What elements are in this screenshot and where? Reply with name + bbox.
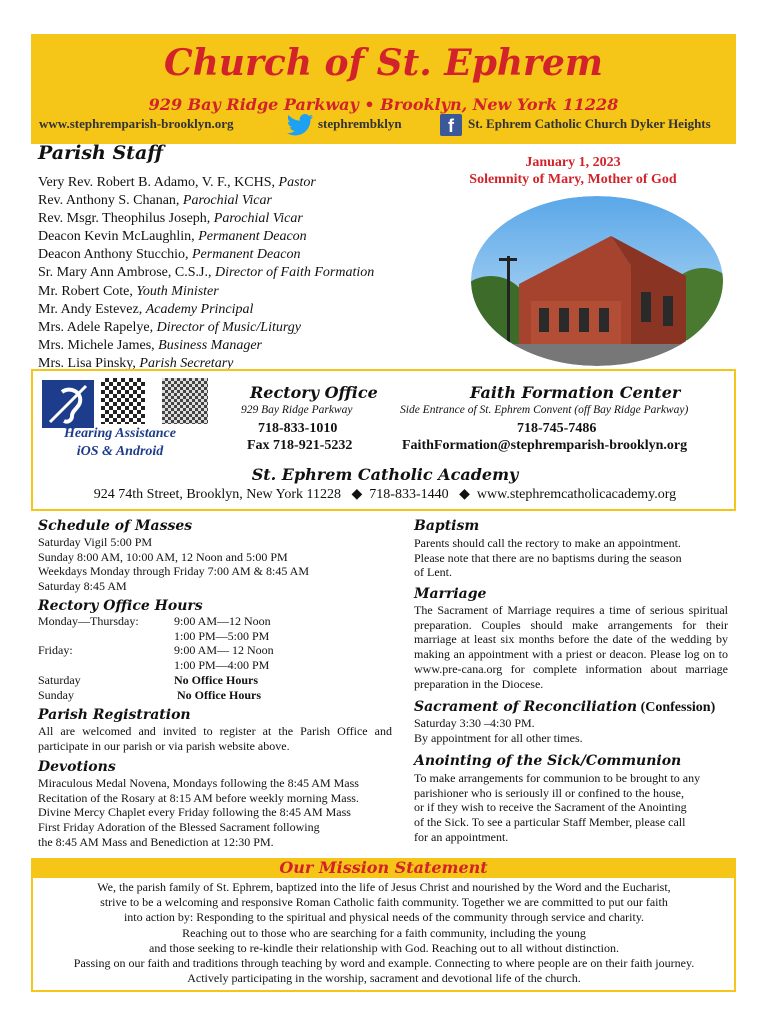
staff-role: Permanent Deacon: [198, 229, 307, 245]
mass-line: Saturday Vigil 5:00 PM: [38, 535, 153, 549]
devotions-list: [38, 776, 398, 850]
staff-name: Very Rev. Robert B. Adamo, V. F., KCHS,: [38, 175, 279, 190]
faith-formation-email[interactable]: FaithFormation@stephremparish-brooklyn.org: [402, 438, 688, 453]
header-banner: [31, 34, 736, 144]
anointing-line: parishioner who is seriously ill or confined to the house,: [414, 785, 684, 800]
date-block: [440, 154, 706, 188]
hearing-assistance-icon: [42, 380, 94, 428]
academy-info: 924 74th Street, Brooklyn, New York 11228 ◆ 718-833-1440 ◆ www.stephremcatholicacademy.org: [93, 487, 677, 502]
rectory-fax: Fax 718-921-5232: [247, 438, 353, 453]
qr-code-ios[interactable]: [101, 378, 145, 424]
staff-member: [38, 319, 374, 337]
hours-row: [38, 643, 274, 658]
rectory-office-heading: Rectory Office: [250, 383, 378, 402]
baptism-line: Parents should call the rectory to make an appointment.: [414, 536, 681, 550]
staff-role: Director of Faith Formation: [214, 265, 375, 281]
staff-role: Parochial Vicar: [213, 211, 303, 227]
qr-code-android[interactable]: [162, 378, 208, 424]
staff-name: Rev. Anthony S. Chanan,: [38, 193, 183, 209]
staff-role: Director of Music/Liturgy: [156, 319, 301, 335]
marriage-text: The Sacrament of Marriage requires a time of serious spiritual preparation. Couples should make arrangements for their marriage at least six months before the date of the wedding by making an appointment with a priest or deacon. Please log on to www.pre-cana.org for complete information about marriage preparation in the Diocese.: [414, 603, 728, 691]
hearing-line1: Hearing Assistance: [64, 426, 176, 441]
staff-member: [38, 174, 374, 192]
hours-row: [38, 629, 274, 644]
hours-time: 1:00 PM—5:00 PM: [174, 628, 270, 643]
anointing-line: of the Sick. To see a particular Staff Member, please call: [414, 815, 686, 830]
anointing-line: To make arrangements for communion to be brought to any: [414, 771, 701, 785]
devotion-line: Recitation of the Rosary at 8:15 AM before weekly morning Mass.: [38, 790, 359, 805]
faith-formation-phone[interactable]: 718-745-7486: [517, 421, 597, 436]
masses-heading: Schedule of Masses: [38, 518, 193, 534]
mission-text: [40, 880, 728, 986]
mass-line: Saturday 8:45 AM: [38, 579, 127, 594]
hours-time: 9:00 AM—12 Noon: [174, 614, 271, 628]
hours-day: Friday:: [38, 643, 73, 658]
staff-member: [38, 283, 374, 301]
staff-name: Mrs. Lisa Pinsky,: [38, 355, 140, 371]
anointing-line: for an appointment.: [414, 829, 509, 844]
staff-name: Mr. Andy Estevez,: [38, 301, 146, 317]
hours-day: [38, 629, 174, 644]
baptism-line: Please note that there are no baptisms during the season: [414, 550, 682, 565]
hearing-assistance-label: [50, 425, 190, 461]
church-address: 929 Bay Ridge Parkway • Brooklyn, New York 11228: [148, 95, 619, 114]
devotion-line: First Friday Adoration of the Blessed Sacrament following: [38, 820, 320, 835]
date-line: January 1, 2023: [525, 155, 621, 170]
staff-name: Deacon Kevin McLaughlin,: [38, 229, 199, 245]
reconciliation-suffix: (Confession): [637, 700, 716, 715]
office-hours-table: [38, 614, 274, 702]
baptism-text: [414, 536, 730, 580]
hours-time: 1:00 PM—4:00 PM: [174, 658, 270, 673]
mission-line: strive to be a welcoming and responsive Roman Catholic faith community. Together we are committed to put our faith: [100, 895, 668, 910]
anointing-line: or if they wish to receive the Sacrament of the Anointing: [414, 800, 687, 815]
staff-name: Deacon Anthony Stucchio,: [38, 247, 192, 263]
registration-heading: Parish Registration: [38, 707, 191, 723]
anointing-heading: Anointing of the Sick/Communion: [414, 753, 682, 769]
academy-heading: St. Ephrem Catholic Academy: [251, 465, 519, 484]
facebook-page[interactable]: St. Ephrem Catholic Church Dyker Heights: [468, 116, 711, 131]
staff-list: [38, 174, 374, 373]
parish-staff-heading: Parish Staff: [38, 142, 163, 164]
mission-banner: [31, 858, 736, 878]
mission-heading: Our Mission Statement: [279, 858, 488, 877]
website-link[interactable]: www.stephremparish-brooklyn.org: [39, 116, 234, 131]
staff-role: Parochial Vicar: [182, 193, 272, 209]
academy-website[interactable]: www.stephremcatholicacademy.org: [476, 487, 677, 502]
church-photo: [471, 196, 723, 366]
reconciliation-title: Sacrament of Reconciliation: [414, 699, 638, 715]
baptism-heading: Baptism: [414, 518, 480, 534]
mass-line: Sunday 8:00 AM, 10:00 AM, 12 Noon and 5:00 PM: [38, 549, 288, 564]
rectory-phone[interactable]: 718-833-1010: [258, 421, 338, 436]
twitter-icon[interactable]: [286, 114, 314, 136]
staff-role: Youth Minister: [136, 283, 219, 299]
facebook-icon[interactable]: f: [440, 114, 462, 136]
staff-name: Mr. Robert Cote,: [38, 283, 137, 299]
twitter-handle[interactable]: stephrembklyn: [318, 116, 402, 131]
registration-text: All are welcomed and invited to register at the Parish Office and participate in our parish or via parish website above.: [38, 724, 392, 753]
hours-time: No Office Hours: [174, 672, 258, 687]
staff-role: Academy Principal: [145, 301, 254, 317]
academy-phone[interactable]: 718-833-1440: [369, 487, 449, 502]
hours-row: [38, 673, 274, 688]
hours-row: [38, 688, 274, 703]
staff-member: [38, 301, 374, 319]
church-title: Church of St. Ephrem: [163, 42, 604, 84]
staff-name: Sr. Mary Ann Ambrose, C.S.J.,: [38, 265, 215, 281]
reconciliation-text: [414, 716, 730, 745]
hours-time: No Office Hours: [177, 687, 261, 702]
mission-line: Passing on our faith and traditions through teaching by word and example. Connecting to where people are on their faith journey.: [73, 956, 695, 971]
devotions-heading: Devotions: [38, 759, 116, 775]
devotion-line: the 8:45 AM Mass and Benediction at 12:30 PM.: [38, 834, 274, 849]
hours-row: [38, 614, 274, 629]
mass-line: Weekdays Monday through Friday 7:00 AM & 8:45 AM: [38, 564, 310, 579]
reconciliation-heading: [414, 698, 715, 716]
staff-name: Mrs. Michele James,: [38, 337, 159, 353]
staff-member: [38, 264, 374, 282]
staff-role: Pastor: [278, 175, 316, 190]
reconciliation-line: By appointment for all other times.: [414, 730, 583, 745]
rectory-address: 929 Bay Ridge Parkway: [241, 404, 353, 416]
office-hours-heading: Rectory Office Hours: [38, 598, 203, 614]
devotion-line: Miraculous Medal Novena, Mondays following the 8:45 AM Mass: [38, 776, 359, 790]
anointing-text: [414, 771, 732, 845]
mission-line: We, the parish family of St. Ephrem, baptized into the life of Jesus Christ and nourished by the Word and the Eucharist,: [97, 880, 671, 894]
hours-day: Monday—Thursday:: [38, 614, 139, 628]
mission-line: Reaching out to those who are searching for a faith community, including the young: [182, 925, 586, 940]
hours-day: Sunday: [38, 687, 74, 702]
staff-name: Mrs. Adele Rapelye,: [38, 319, 157, 335]
staff-member: [38, 210, 374, 228]
marriage-heading: Marriage: [414, 586, 487, 602]
staff-role: Permanent Deacon: [191, 247, 301, 263]
staff-member: [38, 246, 374, 264]
staff-member: [38, 337, 374, 355]
staff-member: [38, 228, 374, 246]
masses-list: [38, 535, 398, 594]
devotion-line: Divine Mercy Chaplet every Friday following the 8:45 AM Mass: [38, 805, 351, 820]
staff-role: Parish Secretary: [139, 355, 234, 371]
baptism-line: of Lent.: [414, 565, 452, 580]
hours-day: [38, 658, 174, 673]
hearing-line2: iOS & Android: [76, 444, 164, 459]
faith-formation-heading: Faith Formation Center: [470, 383, 681, 402]
staff-name: Rev. Msgr. Theophilus Joseph,: [38, 211, 214, 227]
feast-line: Solemnity of Mary, Mother of God: [469, 172, 677, 187]
mission-line: and those seeking to re-kindle their relationship with God. Reaching out to all without distinction.: [149, 940, 619, 955]
hours-day: Saturday: [38, 672, 81, 687]
faith-formation-address: Side Entrance of St. Ephrem Convent (off Bay Ridge Parkway): [400, 404, 689, 416]
hours-row: [38, 658, 274, 673]
staff-role: Business Manager: [158, 337, 262, 353]
staff-member: [38, 192, 374, 210]
mission-line: into action by: Responding to the spiritual and physical needs of the community through service and charity.: [123, 910, 645, 925]
hours-time: 9:00 AM— 12 Noon: [174, 643, 274, 658]
academy-address: 924 74th Street, Brooklyn, New York 11228: [93, 487, 341, 502]
reconciliation-line: Saturday 3:30 –4:30 PM.: [414, 716, 535, 730]
mission-line: Actively participating in the worship, sacrament and devotional life of the church.: [187, 971, 581, 986]
